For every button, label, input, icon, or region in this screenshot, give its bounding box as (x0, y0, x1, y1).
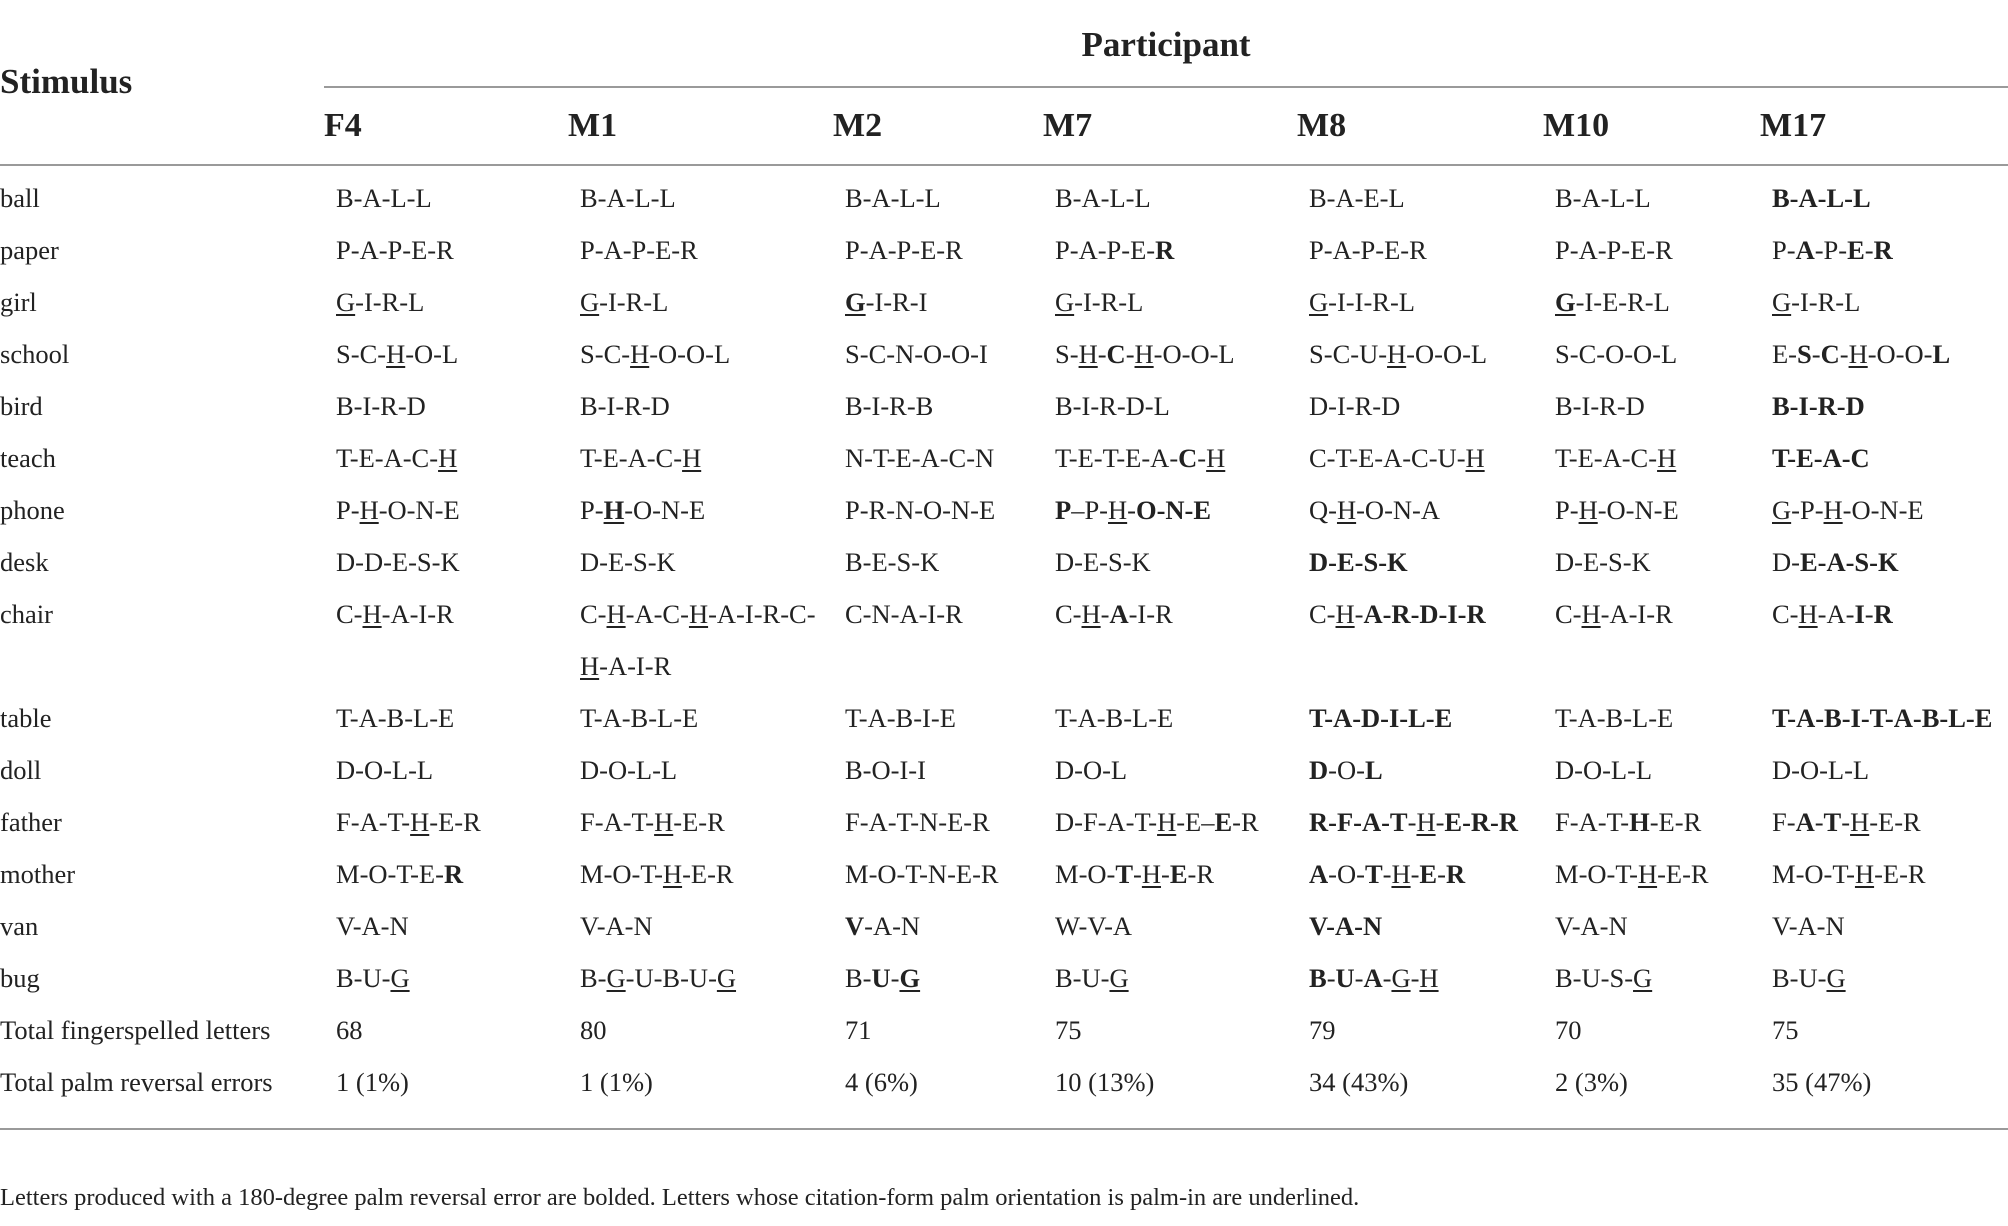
response-cell: C-H-A-R-D-I-R (1309, 599, 1486, 629)
response-cell: P-A-P-E-R (1055, 235, 1175, 265)
table-row (0, 952, 2008, 1004)
table-row (0, 900, 2008, 952)
response-cell: V-A-N (336, 911, 409, 941)
response-cell: F-A-T-H-E-R (1772, 807, 1921, 837)
response-cell: B-A-L-L (1772, 183, 1871, 213)
stimulus-cell: desk (0, 547, 49, 577)
stimulus-cell: bird (0, 391, 43, 421)
stimulus-cell: Total palm reversal errors (0, 1056, 324, 1129)
participant-code-header: M8 (1297, 87, 1543, 165)
stimulus-cell: doll (0, 755, 42, 785)
response-cell: G-I-E-R-L (1555, 287, 1670, 317)
response-cell: D-O-L-L (336, 755, 434, 785)
response-cell: B-A-L-L (845, 183, 941, 213)
response-cell: T-A-B-L-E (1555, 703, 1674, 733)
response-cell: B-U-G (1772, 963, 1846, 993)
response-cell: 68 (336, 1015, 363, 1045)
response-cell: S-C-O-O-L (1555, 339, 1678, 369)
response-cell: C-N-A-I-R (845, 599, 963, 629)
response-cell: B-A-L-L (1555, 183, 1651, 213)
response-cell: V-A-N (580, 911, 653, 941)
response-cell: D-O-L-L (1555, 755, 1653, 785)
response-cell: C-H-A-I-R (1772, 599, 1893, 629)
response-cell: P-A-P-E-R (845, 235, 963, 265)
response-cell: M-O-T-H-E-R (1055, 859, 1215, 889)
response-cell: T-A-B-I-T-A-B-L-E (1772, 703, 1993, 733)
stimulus-cell: ball (0, 183, 40, 213)
table-row (0, 1056, 2008, 1129)
response-cell: E-S-C-H-O-O-L (1772, 339, 1951, 369)
response-cell: P-R-N-O-N-E (845, 495, 996, 525)
response-cell: D-E-S-K (1055, 547, 1151, 577)
response-cell: T-A-B-L-E (580, 703, 699, 733)
response-cell: Q-H-O-N-A (1309, 495, 1440, 525)
stimulus-cell: girl (0, 287, 37, 317)
response-cell: B-I-R-D (1772, 391, 1865, 421)
response-cell: S-C-H-O-O-L (580, 339, 731, 369)
response-cell: G-I-I-R-L (1309, 287, 1415, 317)
response-cell: B-I-R-D (580, 391, 670, 421)
stimulus-cell: phone (0, 495, 65, 525)
response-cell: P-H-O-N-E (1555, 495, 1679, 525)
response-cell: B-A-L-L (580, 183, 676, 213)
participant-code-header: M10 (1543, 87, 1760, 165)
response-cell: T-E-T-E-A-C-H (1055, 443, 1226, 473)
response-cell: P-A-P-E-R (580, 235, 698, 265)
response-cell: B-U-A-G-H (1309, 963, 1439, 993)
response-cell: 4 (6%) (833, 1056, 1043, 1129)
participant-code-header: M17 (1760, 87, 2008, 165)
response-cell: B-E-S-K (845, 547, 940, 577)
response-cell: B-U-G (336, 963, 410, 993)
table-row (0, 276, 2008, 328)
participant-code-header: M7 (1043, 87, 1297, 165)
response-cell: G-I-R-I (845, 287, 928, 317)
response-cell: B-I-R-D (336, 391, 426, 421)
response-cell: F-A-T-H-E-R (1555, 807, 1702, 837)
table-row (0, 1004, 2008, 1056)
table-row (0, 224, 2008, 276)
response-cell: B-I-R-D (1555, 391, 1645, 421)
response-cell: F-A-T-H-E-R (336, 807, 481, 837)
response-cell: M-O-T-H-E-R (1555, 859, 1709, 889)
response-cell: G-I-R-L (580, 287, 669, 317)
table-row (0, 692, 2008, 744)
response-cell: T-E-A-C-H (580, 443, 702, 473)
response-cell: D-E-S-K (1309, 547, 1408, 577)
participant-header-label: Participant (1081, 25, 1251, 64)
response-cell: D-F-A-T-H-E–E-R (1055, 807, 1259, 837)
participant-group-header (324, 0, 2008, 87)
table-row (0, 536, 2008, 588)
response-cell: G-I-R-L (1055, 287, 1144, 317)
response-cell: B-I-R-B (845, 391, 934, 421)
stimulus-cell: bug (0, 963, 40, 993)
table-row (0, 796, 2008, 848)
stimulus-cell: chair (0, 599, 53, 629)
response-cell: P-A-P-E-R (1555, 235, 1673, 265)
response-cell: D-D-E-S-K (336, 547, 460, 577)
table-row (0, 380, 2008, 432)
response-cell: T-A-B-L-E (336, 703, 455, 733)
response-cell: D-E-A-S-K (1772, 547, 1899, 577)
table-row (0, 328, 2008, 380)
response-cell: T-A-B-I-E (845, 703, 956, 733)
response-cell: T-E-A-C-H (1555, 443, 1677, 473)
response-cell: D-O-L-L (1772, 755, 1870, 785)
response-cell: B-U-S-G (1555, 963, 1653, 993)
table-row (0, 432, 2008, 484)
response-cell: 80 (580, 1015, 607, 1045)
response-cell: 35 (47%) (1760, 1056, 2008, 1129)
stimulus-cell: school (0, 339, 70, 369)
response-cell: P-H-O-N-E (580, 495, 706, 525)
response-cell: 1 (1%) (568, 1056, 833, 1129)
response-cell: 2 (3%) (1543, 1056, 1760, 1129)
table-body (0, 165, 2008, 1129)
response-cell: D-E-S-K (1555, 547, 1651, 577)
participant-code-header: M2 (833, 87, 1043, 165)
stimulus-cell: teach (0, 443, 56, 473)
participant-code-header: M1 (568, 87, 833, 165)
stimulus-cell: table (0, 703, 52, 733)
stimulus-cell: Total fingerspelled letters (0, 1015, 271, 1045)
response-cell: B-I-R-D-L (1055, 391, 1170, 421)
table-row (0, 484, 2008, 536)
response-cell: B-A-L-L (1055, 183, 1151, 213)
response-cell: G-I-R-L (336, 287, 425, 317)
response-cell: 10 (13%) (1043, 1056, 1297, 1129)
response-cell: F-A-T-N-E-R (845, 807, 990, 837)
response-cell: 79 (1309, 1015, 1336, 1045)
response-cell: P–P-H-O-N-E (1055, 495, 1212, 525)
response-cell: S-C-H-O-L (336, 339, 459, 369)
response-cell: P-A-P-E-R (336, 235, 454, 265)
response-cell: B-O-I-I (845, 755, 926, 785)
response-cell: 75 (1772, 1015, 1799, 1045)
response-cell: T-A-D-I-L-E (1309, 703, 1453, 733)
response-cell: M-O-T-H-E-R (580, 859, 734, 889)
response-cell: M-O-T-N-E-R (845, 859, 999, 889)
response-cell: M-O-T-E-R (336, 859, 464, 889)
response-cell: T-A-B-L-E (1055, 703, 1174, 733)
response-cell: C-H-A-I-R (336, 599, 454, 629)
response-cell: 34 (43%) (1297, 1056, 1543, 1129)
table-footnote: Letters produced with a 180-degree palm reversal error are bolded. Letters whose citation-form palm orientation is palm-in are underlined. (0, 1184, 1360, 1211)
response-cell: V-A-N (845, 911, 921, 941)
response-cell: V-A-N (1309, 911, 1383, 941)
stimulus-cell: van (0, 911, 39, 941)
response-cell: V-A-N (1555, 911, 1628, 941)
response-cell: F-A-T-H-E-R (580, 807, 725, 837)
response-cell: T-E-A-C (1772, 443, 1870, 473)
response-cell: C-H-A-C-H-A-I-R-C-H-A-I-R (580, 599, 816, 681)
response-cell: C-H-A-I-R (1555, 599, 1673, 629)
response-cell: D-I-R-D (1309, 391, 1401, 421)
response-cell: S-H-C-H-O-O-L (1055, 339, 1235, 369)
response-cell: 71 (845, 1015, 872, 1045)
response-cell: C-T-E-A-C-U-H (1309, 443, 1485, 473)
response-cell: B-U-G (1055, 963, 1129, 993)
table-row (0, 744, 2008, 796)
stimulus-cell: paper (0, 235, 59, 265)
response-cell: V-A-N (1772, 911, 1845, 941)
response-cell: D-E-S-K (580, 547, 676, 577)
table-row (0, 848, 2008, 900)
response-cell: B-G-U-B-U-G (580, 963, 737, 993)
response-cell: R-F-A-T-H-E-R-R (1309, 807, 1519, 837)
table-row (0, 588, 2008, 692)
response-cell: P-H-O-N-E (336, 495, 460, 525)
stimulus-cell: mother (0, 859, 76, 889)
participant-code-header: F4 (324, 87, 568, 165)
stimulus-column-header: Stimulus (0, 0, 324, 165)
response-cell: T-E-A-C-H (336, 443, 458, 473)
response-cell: D-O-L (1055, 755, 1128, 785)
response-cell: D-O-L (1309, 755, 1383, 785)
response-cell: A-O-T-H-E-R (1309, 859, 1466, 889)
response-cell: P-A-P-E-R (1309, 235, 1427, 265)
response-cell: M-O-T-H-E-R (1772, 859, 1926, 889)
response-cell: N-T-E-A-C-N (845, 443, 995, 473)
response-cell: G-I-R-L (1772, 287, 1861, 317)
response-cell: 75 (1055, 1015, 1082, 1045)
response-cell: B-A-L-L (336, 183, 432, 213)
response-cell: G-P-H-O-N-E (1772, 495, 1924, 525)
response-cell: 1 (1%) (324, 1056, 568, 1129)
response-cell: S-C-U-H-O-O-L (1309, 339, 1488, 369)
response-cell: D-O-L-L (580, 755, 678, 785)
response-cell: C-H-A-I-R (1055, 599, 1173, 629)
table-row (0, 165, 2008, 224)
response-cell: B-U-G (845, 963, 921, 993)
stimulus-cell: father (0, 807, 62, 837)
response-cell: S-C-N-O-O-I (845, 339, 988, 369)
response-cell: B-A-E-L (1309, 183, 1405, 213)
response-cell: 70 (1555, 1015, 1582, 1045)
response-cell: P-A-P-E-R (1772, 235, 1893, 265)
response-cell: W-V-A (1055, 911, 1133, 941)
